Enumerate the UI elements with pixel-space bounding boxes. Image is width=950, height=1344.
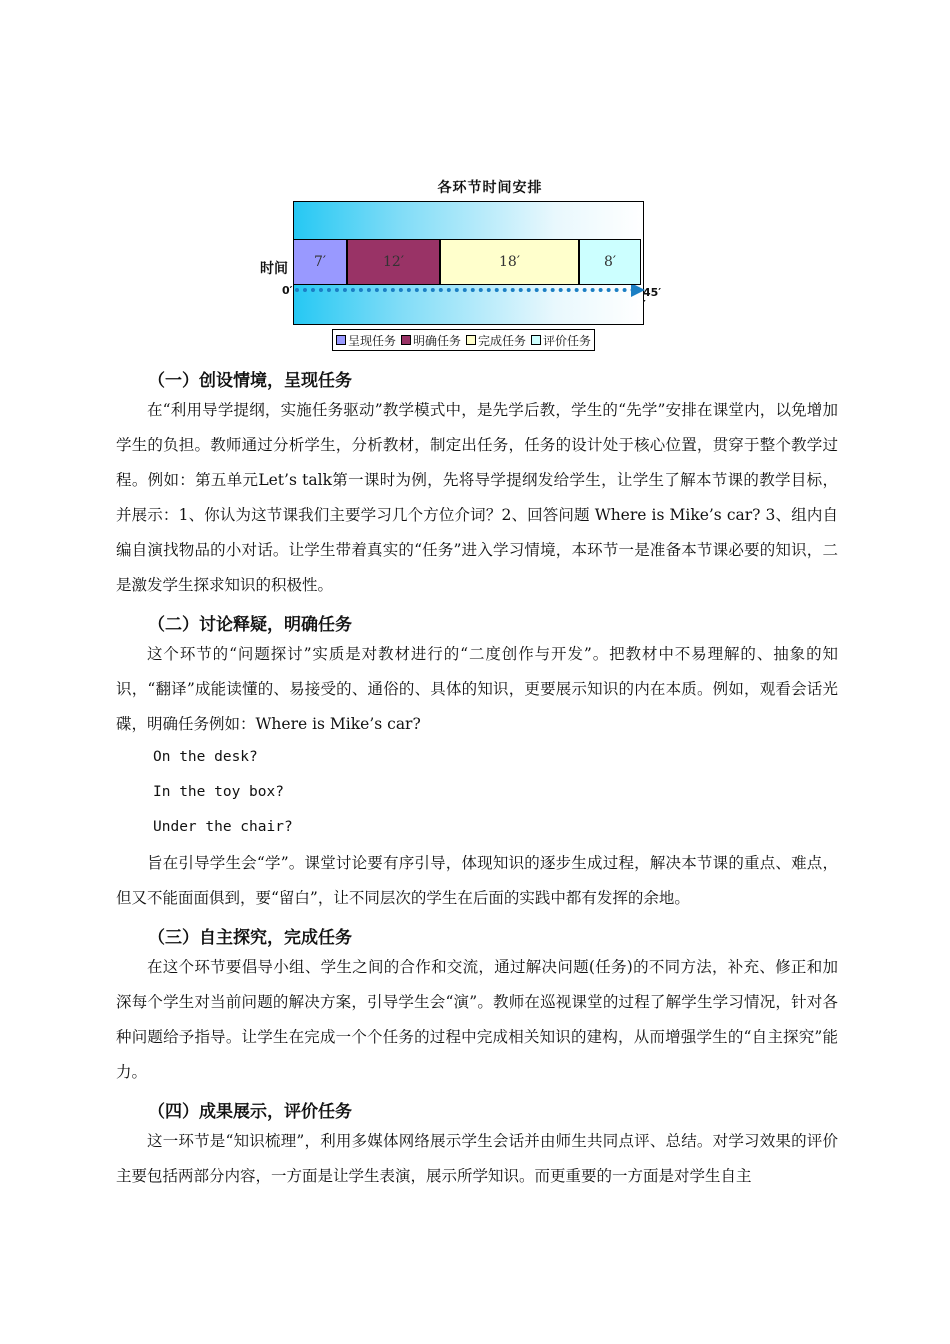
chart-legend [332, 329, 595, 351]
bar-segment-4 [579, 239, 641, 285]
legend-label: 完成任务 [478, 333, 527, 348]
example-line-2: In the toy box? [153, 784, 284, 800]
section-paragraph-2: 这个环节的“问题探讨”实质是对教材进行的“二度创作与开发”。把教材中不易理解的、抽象的知识，“翻译”成能读懂的、易接受的、通俗的、具体的知识，更要展示知识的内在本质。例如，观看会话光碟，明确任务例如：Where is Mike’s car? [116, 645, 838, 733]
legend-item [466, 332, 526, 349]
example-line-1: On the desk? [153, 749, 258, 765]
legend-label: 明确任务 [413, 333, 462, 348]
x-end-value: 45′ [643, 286, 662, 299]
legend-swatch [531, 335, 541, 345]
section-heading-1: （一）创设情境，呈现任务 [148, 371, 352, 391]
bar-segment-label: 12′ [383, 254, 405, 270]
section-heading-2: （二）讨论释疑，明确任务 [148, 615, 352, 635]
time-allocation-chart [250, 170, 700, 355]
legend-item [401, 332, 461, 349]
chart-title: 各环节时间安排 [437, 180, 543, 196]
section-paragraph-4: 这一环节是“知识梳理”，利用多媒体网络展示学生会话并由师生共同点评、总结。对学习效果的评价主要包括两部分内容，一方面是让学生表演，展示所学知识。而更重要的一方面是对学生自主 [116, 1132, 838, 1185]
legend-label: 呈现任务 [348, 333, 397, 348]
arrow-head-icon [631, 283, 645, 297]
bar-segment-1 [293, 239, 347, 285]
time-axis-arrow-line [295, 288, 635, 292]
section-paragraph-1: 在“利用导学提纲，实施任务驱动”教学模式中，是先学后教，学生的“先学”安排在课堂内，以免增加学生的负担。教师通过分析学生，分析教材，制定出任务，任务的设计处于核心位置，贯穿于整个教学过程。例如：第五单元Let’s talk第一课时为例，先将导学提纲发给学生，让学生了解本节课的教学目标，并展示：1、你认为这节课我们主要学习几个方位介词？2、回答问题 Where is Mike’s car? 3、组内自编自演找物品的小对话。让学生带着真实的“任务”进入学习情境，本环节一是准备本节课必要的知识，二是激发学生探求知识的积极性。 [116, 401, 838, 594]
section-heading-3: （三）自主探究，完成任务 [148, 928, 352, 948]
x-end-mark: ′ [643, 298, 646, 311]
legend-swatch [401, 335, 411, 345]
legend-item [531, 332, 591, 349]
bar-segment-2 [347, 239, 440, 285]
legend-item [336, 332, 396, 349]
y-axis-label: 时间 [260, 261, 288, 277]
bar-segment-3 [440, 239, 579, 285]
legend-swatch [466, 335, 476, 345]
bar-segment-label: 8′ [604, 254, 617, 270]
legend-swatch [336, 335, 346, 345]
bar-segment-label: 7′ [314, 254, 327, 270]
x-start-label: 0′ [282, 284, 293, 297]
section-heading-4: （四）成果展示，评价任务 [148, 1102, 352, 1122]
example-line-3: Under the chair? [153, 819, 293, 835]
legend-label: 评价任务 [543, 333, 592, 348]
bar-segment-label: 18′ [499, 254, 521, 270]
x-end-label [643, 287, 661, 311]
section-paragraph-3: 在这个环节要倡导小组、学生之间的合作和交流，通过解决问题(任务)的不同方法，补充、修正和加深每个学生对当前问题的解决方案，引导学生会“演”。教师在巡视课堂的过程了解学生学习情况，针对各种问题给予指导。让学生在完成一个个任务的过程中完成相关知识的建构，从而增强学生的“自主探究”能力。 [116, 958, 838, 1081]
section-paragraph-2b: 旨在引导学生会“学”。课堂讨论要有序引导，体现知识的逐步生成过程，解决本节课的重点、难点，但又不能面面俱到，要“留白”，让不同层次的学生在后面的实践中都有发挥的余地。 [116, 854, 838, 907]
